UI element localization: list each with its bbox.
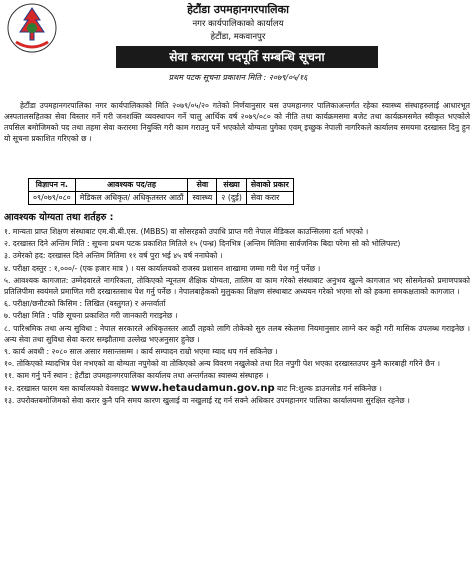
table-header-cell: सेवा <box>188 179 217 192</box>
list-item <box>4 383 470 394</box>
list-item: १०. तोकिएको म्यादभित्र पेश नभएको वा योग्यता नपुगेको वा तोकिएको अन्य विवरण नखुलेको तथा रित नपुगी पेश भएका दरखास्तउपर कुनै कारबाही गरिने छैन । <box>4 359 440 369</box>
table-header-cell: विज्ञापन न. <box>29 179 76 192</box>
list-item: ८. पारिश्रमिक तथा अन्य सुविधा : नेपाल सरकारले अधिकृतस्तर आठौं तहको लागि तोकेको सुरु तलब स्केलमा नियमानुसार लाग्ने कर कट्टी गरी मासिक उपलब्ध गराइनेछ । अन्य सेवा तथा सुविधा सेवा करार सम्झौतामा उल्लेख भएअनुसार हुनेछ । <box>4 323 470 344</box>
organization-name: हेटौंडा उपमहानगरपालिका <box>187 3 289 16</box>
office-name: नगर कार्यपालिकाको कार्यालय <box>192 19 284 29</box>
table-cell: सेवा करार <box>246 192 293 205</box>
table-row <box>29 192 294 205</box>
table-header-cell: संख्या <box>217 179 247 192</box>
table-cell: २ (दुई) <box>217 192 247 205</box>
table-header-cell: सेवाको प्रकार <box>246 179 293 192</box>
list-item: ७. परीक्षा मिति : पछि सूचना प्रकाशित गरी जानकारी गराइनेछ । <box>4 311 178 321</box>
table-header-cell: आवश्यक पद/तह <box>75 179 188 192</box>
table-cell: मेडिकल अधिकृत/ अधिकृतस्तर आठौं <box>75 192 188 205</box>
list-item: ३. उमेरको हद: दरखास्त दिने अन्तिम मितिमा ११ वर्ष पुरा भई ४५ वर्ष ननाघेको । <box>4 251 223 261</box>
requirements-heading: आवश्यक योग्यता तथा शर्तहरु : <box>4 212 114 223</box>
vacancy-table <box>28 178 294 205</box>
list-item: ४. परीक्षा दस्तुर : १,०००/- (एक हजार मात्र ) । यस कार्यालयको राजस्व प्रशासन शाखामा जम्मा गरी पेश गर्नु पर्नेछ । <box>4 263 321 273</box>
office-address: हेटौंडा, मकवानपुर <box>210 32 266 42</box>
table-cell: ०९/०७९/०८० <box>29 192 76 205</box>
notice-title-banner: सेवा करारमा पदपूर्ति सम्बन्धि सूचना <box>116 46 378 68</box>
publication-date: प्रथम पटक सूचना प्रकाशन मिति : २०७९/०५/१६ <box>168 73 308 82</box>
list-item: ९. कार्य अवधी : २०८० साल असार मसान्तसम्म । कार्य सम्पादन राम्रो भएमा म्याद थप गर्न सकिनेछ । <box>4 347 278 357</box>
req12-tail: बाट नि:शुल्क डाउनलोड गर्न सकिनेछ । <box>277 383 382 393</box>
list-item: १. मान्यता प्राप्त शिक्षण संस्थाबाट एम.बी.बी.एस. (MBBS) वा सोसरहको उपाधि प्राप्त गरी नेपाल मेडिकल काउन्सिलमा दर्ता भएको । <box>4 227 369 236</box>
list-item: ५. आवश्यक कागजात: उम्मेदवारले नागरिकता, तोकिएको न्यूनतम शैक्षिक योग्यता, तालिम वा काम गरेको संस्थाबाट अनुभव खुल्ने कागजात भए सोसमेतको प्रमाणपत्रको प्रतिलिपीमा स्वयंमले प्रमाणित गरी दरखास्तसाथ पेश गर्नु पर्नेछ । नेपालबाहेकको मुलुकका शिक्षण संस्थाबाट अध्ययन गरेको भएमा सो को हकमा समकक्षताको कागजात । <box>4 275 470 297</box>
requirements-list <box>4 226 470 407</box>
req12-text: १२. दरखास्त फारम यस कार्यालयको वेवसाइट <box>4 383 129 393</box>
list-item: २. दरखास्त दिने अन्तिम मिति : सूचना प्रथम पटक प्रकाशित मितिले १५ (पन्ध्र) दिनभित्र (अन्तिम मितिमा सार्वजनिक बिदा परेमा सो को भोलिपल्ट) <box>4 239 401 249</box>
list-item: १३. उपरोक्तबमोजिमको सेवा करार कुनै पनि समय कारण खुलाई वा नखुलाई रद्द गर्न सक्ने अधिकार उपमहानगर पालिका कार्यालयमा सुरक्षित रहनेछ । <box>4 395 410 405</box>
table-header-row <box>29 179 294 192</box>
list-item: ११. काम गर्नु पर्ने स्थान : हेटौंडा उपमहानगरपालिका कार्यालय तथा अन्तर्गतका स्वास्थ्य संस्थाहरु । <box>4 371 269 381</box>
intro-paragraph: हेटौंडा उपमहानगरपालिका नगर कार्यपालिकाको मिति २०७९/०५/२० गतेको निर्णयानुसार यस उपमहानगर पालिकाअन्तर्गत रहेका स्वास्थ्य संस्थाहरुलाई आधारभूत अस्पतालसहितका सेवा विस्तार गर्ने गरी जनशक्ति व्यवस्थापन गर्ने चालु आर्थिक वर्ष २०७९/०८० को नीति तथा कार्यक्रमसमा बजेट तथा कार्यक्रमसमेत स्वीकृत भएकोले तपसिल बमोजिमको पद तथा तहमा सेवा करारमा नियुक्ति गरी काम गराउनु पर्ने भएकोले योग्यता पुगेका एवम् इच्छुक नेपाली नागरिकले कार्यालय समयमा दरखास्त दिनु हुन यो सूचना प्रकाशित गरिएको छ । <box>4 101 470 143</box>
list-item: ६. परीक्षा/छनौटको किसिम : लिखित (वस्तुगत) र अन्तर्वार्ता <box>4 299 166 309</box>
table-cell: स्वास्थ्य <box>188 192 217 205</box>
website-link[interactable]: www.hetaudamun.gov.np <box>131 382 275 394</box>
